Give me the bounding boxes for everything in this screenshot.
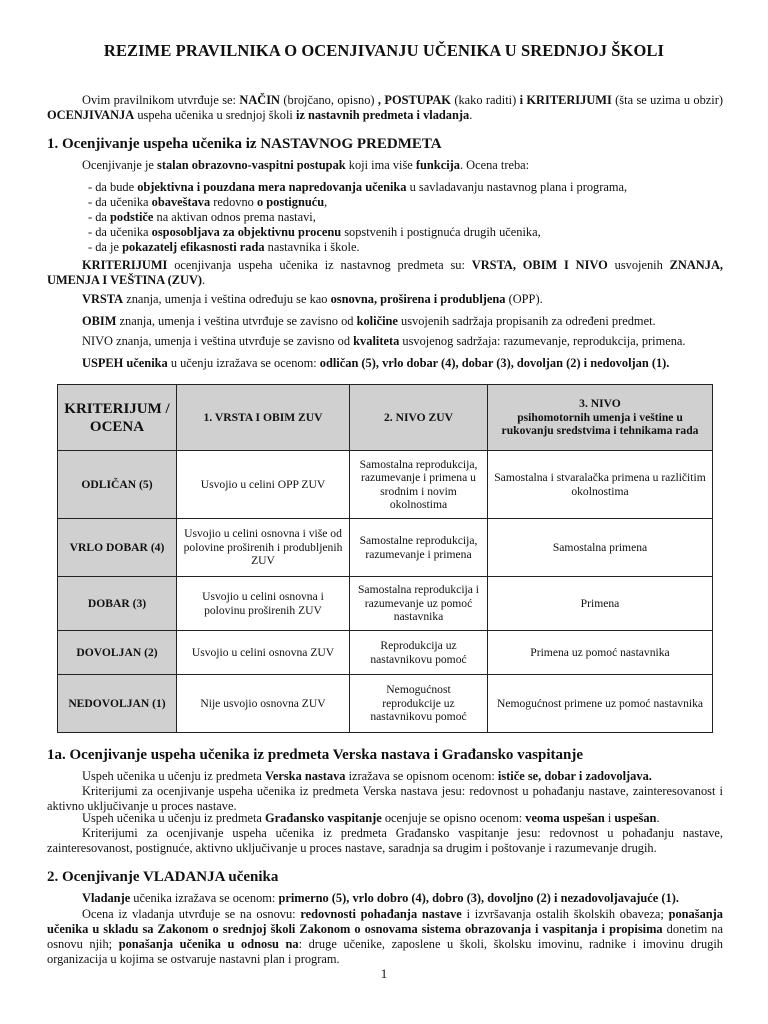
- header-type-scope: 1. VRSTA I OBIM ZUV: [177, 385, 350, 451]
- section-1-paragraph-3: [47, 292, 723, 307]
- bold-text: iz nastavnih predmeta i vladanja: [295, 108, 470, 122]
- intro-paragraph: [47, 93, 723, 123]
- text-run: Uspeh učenika u učenju iz predmeta: [82, 811, 266, 825]
- bold-text: Građansko vaspitanje: [265, 811, 382, 825]
- bold-text: o postignuću: [256, 195, 325, 209]
- text-run: Kriterijumi za ocenjivanje uspeha učenika iz predmeta Građansko vaspitanje jesu: redovnost u pohađanju nastave, zainteresovanost, postignuće, aktivno uključivanje u proces nastave, saradnja sa drugim i poštovanje i razumevanje drugih.: [47, 826, 723, 855]
- bold-text: NAČIN: [239, 93, 281, 107]
- table-row: [58, 577, 713, 631]
- psychomotor-cell: Samostalna primena: [488, 519, 713, 577]
- text-run: ,: [324, 195, 328, 209]
- grade-cell: NEDOVOLJAN (1): [58, 675, 177, 733]
- psychomotor-cell: Primena uz pomoć nastavnika: [488, 631, 713, 675]
- section-1a-paragraph-1: [47, 769, 723, 784]
- text-run: .: [469, 108, 473, 122]
- type-scope-cell: Usvojio u celini osnovna ZUV: [177, 631, 350, 675]
- text-run: - da: [88, 210, 111, 224]
- header-psychomotor-desc: psihomotornih umenja i veštine u rukovanju sredstvima i tehnikama rada: [501, 410, 699, 438]
- grade-cell: DOBAR (3): [58, 577, 177, 631]
- section-2-paragraph-1: [47, 891, 723, 906]
- header-level: 2. NIVO ZUV: [350, 385, 488, 451]
- level-cell: Samostalna reprodukcija, razumevanje i primena u srodnim i novim okolnostima: [350, 451, 488, 519]
- bold-text: ponašanja učenika u odnosu na: [118, 937, 299, 951]
- text-run: - da učenika: [88, 225, 152, 239]
- table-row: [58, 631, 713, 675]
- bold-text: veoma uspešan: [525, 811, 605, 825]
- level-cell: Samostalne reprodukcija, razumevanje i primena: [350, 519, 488, 577]
- section-1a-heading: 1a. Ocenjivanje uspeha učenika iz predmeta Verska nastava i Građansko vaspitanje: [47, 747, 584, 763]
- section-1-number: 1.: [47, 136, 59, 152]
- bold-text: pokazatelj efikasnosti rada: [122, 240, 265, 254]
- bold-text: količine: [356, 314, 398, 328]
- bold-text: funkcija: [415, 158, 460, 172]
- bold-text: ZNANJA, UMENJA I VEŠTINA (ZUV): [47, 258, 723, 287]
- text-run: usvojenih: [607, 258, 670, 272]
- section-1-paragraph-4: [47, 314, 723, 329]
- grade-cell: VRLO DOBAR (4): [58, 519, 177, 577]
- list-item: [88, 210, 627, 225]
- type-scope-cell: Usvojio u celini OPP ZUV: [177, 451, 350, 519]
- text-run: i izvršavanja ostalih školskih obaveza;: [461, 907, 669, 921]
- table-header-row: [58, 385, 713, 451]
- text-run: znanja, umenja i veština određuju se kao: [123, 292, 331, 306]
- text-run: izražava se opisnom ocenom:: [345, 769, 498, 783]
- text-run: - da je: [88, 240, 123, 254]
- bold-text: ponašanja učenika u skladu sa Zakonom o srednjoj školi Zakonom o osnovama sistema obrazovanja i vaspitanja i propisima: [47, 907, 723, 936]
- text-run: (kako raditi): [450, 93, 520, 107]
- bold-text: primerno (5), vrlo dobro (4), dobro (3), dovoljno (2) i nezadovoljavajuće (1).: [278, 891, 679, 905]
- section-1a-paragraph-2: [47, 784, 723, 814]
- bold-text: podstiče: [110, 210, 154, 224]
- bold-text: kvaliteta: [353, 334, 400, 348]
- text-run: Ocena iz vladanja utvrđuje se na osnovu:: [82, 907, 301, 921]
- bold-text: osnovna, proširena i produbljena: [330, 292, 506, 306]
- section-1-list: [88, 180, 627, 255]
- text-run: : druge učenike, zaposlene u školi, školsku imovinu, radnike i imovinu drugih organizacija u kojima se ostvaruje nastavni plan i program.: [47, 937, 724, 966]
- text-run: usvojenih sadržaja propisanih za određeni predmet.: [397, 314, 656, 328]
- section-1-title: Ocenjivanje uspeha učenika iz NASTAVNOG PREDMETA: [58, 136, 442, 152]
- text-run: .: [202, 273, 206, 287]
- section-2-paragraph-2: [47, 907, 723, 967]
- table-row: [58, 675, 713, 733]
- page-number: 1: [380, 966, 388, 981]
- text-run: Uspeh učenika u učenju iz predmeta: [82, 769, 266, 783]
- bold-text: OCENJIVANJA: [47, 108, 135, 122]
- text-run: redovno: [210, 195, 257, 209]
- bold-text: obaveštava: [151, 195, 211, 209]
- table-row: [58, 451, 713, 519]
- header-psychomotor-title: 3. NIVO: [579, 397, 621, 411]
- document-title: REZIME PRAVILNIKA O OCENJIVANJU UČENIKA U SREDNJOJ ŠKOLI: [103, 41, 665, 60]
- psychomotor-cell: Primena: [488, 577, 713, 631]
- text-run: u učenju izražava se ocenom:: [167, 356, 320, 370]
- header-psychomotor-level: [488, 385, 713, 451]
- grading-criteria-table: [57, 384, 713, 733]
- bold-text: OBIM: [82, 314, 117, 328]
- level-cell: Samostalna reprodukcija i razumevanje uz pomoć nastavnika: [350, 577, 488, 631]
- text-run: NIVO: [82, 334, 113, 348]
- list-item: [88, 195, 627, 210]
- text-run: u savladavanju nastavnog plana i programa,: [406, 180, 628, 194]
- text-run: (OPP).: [505, 292, 543, 306]
- text-run: (šta se uzima u obzir): [611, 93, 723, 107]
- section-1a-paragraph-3: [47, 811, 723, 826]
- bold-text: VRSTA: [82, 292, 124, 306]
- bold-text: osposobljava za objektivnu procenu: [151, 225, 342, 239]
- text-run: i: [604, 811, 615, 825]
- text-run: na aktivan odnos prema nastavi,: [153, 210, 316, 224]
- level-cell: Nemogućnost reprodukcije uz nastavnikovu pomoć: [350, 675, 488, 733]
- text-run: Ovim pravilnikom utvrđuje se:: [82, 93, 240, 107]
- text-run: .: [656, 811, 660, 825]
- table-row: [58, 519, 713, 577]
- text-run: - da učenika: [88, 195, 152, 209]
- grade-cell: DOVOLJAN (2): [58, 631, 177, 675]
- type-scope-cell: Nije usvojio osnovna ZUV: [177, 675, 350, 733]
- bold-text: stalan obrazovno-vaspitni postupak: [157, 158, 346, 172]
- bold-text: Vladanje: [82, 891, 131, 905]
- text-run: uspeha učenika u srednjoj školi: [134, 108, 296, 122]
- bold-text: USPEH učenika: [82, 356, 168, 370]
- bold-text: , POSTUPAK: [377, 93, 451, 107]
- bold-text: KRITERIJUMI: [82, 258, 168, 272]
- text-run: ocenjivanja uspeha učenika iz nastavnog predmeta su:: [167, 258, 472, 272]
- text-run: (brojčano, opisno): [280, 93, 378, 107]
- list-item: [88, 225, 627, 240]
- text-run: - da bude: [88, 180, 138, 194]
- section-1-heading: [47, 135, 442, 153]
- bold-text: VRSTA, OBIM I NIVO: [471, 258, 608, 272]
- bold-text: Verska nastava: [265, 769, 346, 783]
- grade-cell: ODLIČAN (5): [58, 451, 177, 519]
- list-item: [88, 180, 627, 195]
- type-scope-cell: Usvojio u celini osnovna i više od polovine proširenih i produbljenih ZUV: [177, 519, 350, 577]
- header-criterion-grade: KRITERIJUM / OCENA: [58, 385, 177, 451]
- bold-text: objektivna i pouzdana mera napredovanja učenika: [137, 180, 407, 194]
- text-run: usvojenog sadržaja: razumevanje, reprodukcija, primena.: [399, 334, 686, 348]
- bold-text: redovnosti pohađanja nastave: [300, 907, 462, 921]
- level-cell: Reprodukcija uz nastavnikovu pomoć: [350, 631, 488, 675]
- bold-text: i KRITERIJUMI: [519, 93, 612, 107]
- bold-text: odličan (5), vrlo dobar (4), dobar (3), dovoljan (2) i nedovoljan (1).: [319, 356, 670, 370]
- text-run: Kriterijumi za ocenjivanje uspeha učenika iz predmeta Verska nastava jesu: redovnost u pohađanju nastave, zainteresovanost i aktivno uključivanje u proces nastave.: [47, 784, 723, 813]
- text-run: učenika izražava se ocenom:: [130, 891, 279, 905]
- list-item: [88, 240, 627, 255]
- text-run: sopstvenih i postignuća drugih učenika,: [341, 225, 541, 239]
- section-1a-paragraph-4: [47, 826, 723, 856]
- text-run: znanja, umenja i veština utvrđuje se zavisno od: [112, 334, 354, 348]
- text-run: znanja, umenja i veština utvrđuje se zavisno od: [116, 314, 357, 328]
- section-1-paragraph-5: [47, 334, 723, 349]
- type-scope-cell: Usvojio u celini osnovna i polovinu proširenih ZUV: [177, 577, 350, 631]
- section-1-paragraph-2: [47, 258, 723, 288]
- section-2-heading: 2. Ocenjivanje VLADANJA učenika: [47, 869, 279, 885]
- psychomotor-cell: Nemogućnost primene uz pomoć nastavnika: [488, 675, 713, 733]
- text-run: nastavnika i škole.: [264, 240, 360, 254]
- text-run: ocenjuje se opisno ocenom:: [381, 811, 526, 825]
- text-run: . Ocena treba:: [459, 158, 530, 172]
- bold-text: uspešan: [614, 811, 657, 825]
- section-1-paragraph-1: [82, 158, 723, 173]
- text-run: koji ima više: [345, 158, 416, 172]
- bold-text: ističe se, dobar i zadovoljava.: [497, 769, 652, 783]
- psychomotor-cell: Samostalna i stvaralačka primena u različitim okolnostima: [488, 451, 713, 519]
- text-run: donetim na osnovu njih;: [47, 922, 723, 951]
- section-1-paragraph-6: [47, 356, 723, 371]
- text-run: Ocenjivanje je: [82, 158, 157, 172]
